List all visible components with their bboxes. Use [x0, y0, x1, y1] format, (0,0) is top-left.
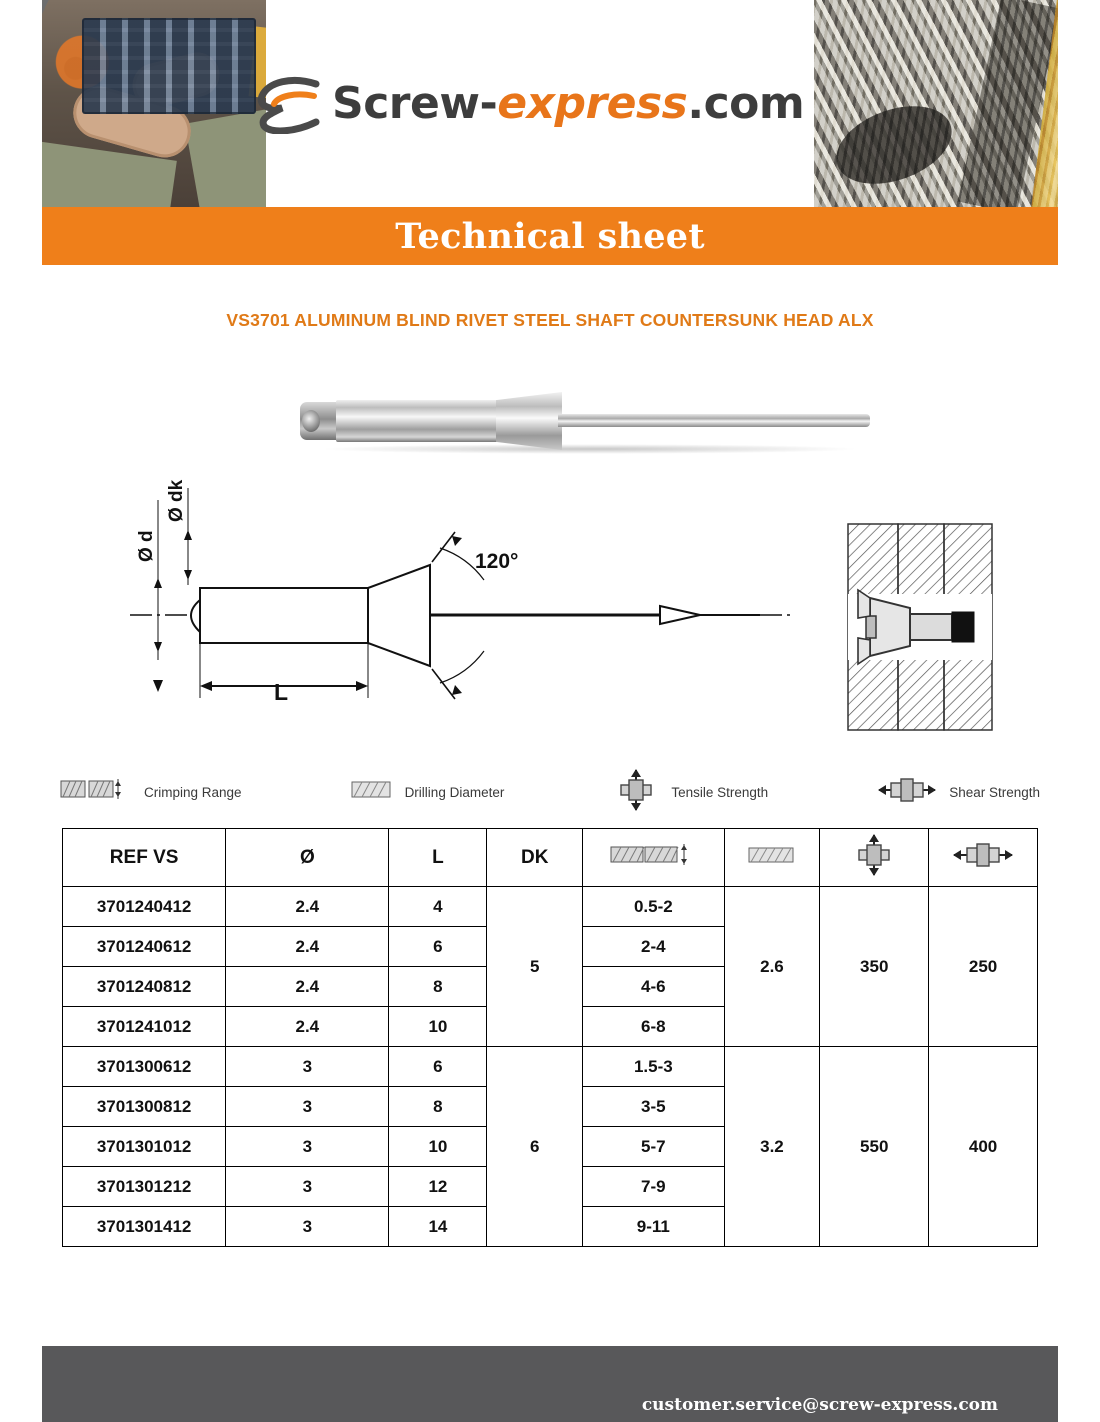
screws-photo: [814, 0, 1058, 207]
svg-text:Ø d: Ø d: [136, 530, 157, 562]
table-row: [63, 887, 1038, 927]
specification-table-wrapper: [62, 828, 1038, 1247]
cell-ref: 3701301412: [63, 1207, 226, 1247]
cell-crimping: 9-11: [583, 1207, 724, 1247]
cell-ref: 3701301012: [63, 1127, 226, 1167]
legend-label-crimping-range: Crimping Range: [144, 784, 242, 800]
cell-length: 8: [389, 967, 487, 1007]
legend-item-crimping-range: [60, 777, 242, 808]
cell-ref: 3701241012: [63, 1007, 226, 1047]
svg-text:L: L: [274, 679, 289, 705]
cell-crimping: 5-7: [583, 1127, 724, 1167]
cell-length: 12: [389, 1167, 487, 1207]
cell-length: 14: [389, 1207, 487, 1247]
header-tensile-strength: [820, 829, 929, 887]
cell-length: 6: [389, 1047, 487, 1087]
header-banner: [42, 0, 1058, 207]
cell-diameter: 2.4: [226, 967, 389, 1007]
cell-diameter: 3: [226, 1047, 389, 1087]
header-ref-vs: REF VS: [63, 829, 226, 887]
table-row: [63, 1047, 1038, 1087]
cell-ref: 3701300612: [63, 1047, 226, 1087]
legend-item-drilling-diameter: [351, 777, 505, 808]
rivet-technical-drawing: [60, 470, 880, 760]
page-margin-left: [0, 0, 42, 1422]
cell-ref: 3701240812: [63, 967, 226, 1007]
cell-diameter: 3: [226, 1167, 389, 1207]
product-title: VS3701 ALUMINUM BLIND RIVET STEEL SHAFT COUNTERSUNK HEAD ALX: [226, 310, 874, 330]
cell-diameter: 3: [226, 1087, 389, 1127]
cell-ref: 3701240612: [63, 927, 226, 967]
footer-contact-bar: [42, 1388, 1058, 1422]
cell-dk: 6: [487, 1047, 583, 1247]
svg-text:Ø dk: Ø dk: [166, 479, 187, 522]
workbench-photo: [42, 0, 266, 207]
footer-bar: [42, 1346, 1058, 1388]
table-body: [63, 887, 1038, 1247]
footer-email[interactable]: customer.service@screw-express.com: [641, 1395, 998, 1415]
legend-label-drilling-diameter: Drilling Diameter: [404, 784, 505, 800]
logo-text: [332, 78, 804, 129]
cell-crimping: 4-6: [583, 967, 724, 1007]
cell-diameter: 2.4: [226, 1007, 389, 1047]
legend-row: [60, 766, 1040, 818]
cell-shear: 250: [929, 887, 1038, 1047]
legend-label-shear-strength: Shear Strength: [949, 784, 1040, 800]
header-drilling-diameter: [724, 829, 820, 887]
tensile-strength-icon: [852, 861, 896, 882]
logo-text-screw: Screw-: [332, 78, 498, 129]
shear-strength-icon: [877, 775, 937, 810]
svg-text:120°: 120°: [475, 550, 519, 573]
technical-sheet-title-bar: [42, 207, 1058, 265]
cell-drilling: 2.6: [724, 887, 820, 1047]
cell-length: 10: [389, 1007, 487, 1047]
cell-drilling: 3.2: [724, 1047, 820, 1247]
specification-table: [62, 828, 1038, 1247]
cell-length: 6: [389, 927, 487, 967]
cell-length: 8: [389, 1087, 487, 1127]
shear-strength-icon: [952, 854, 1014, 875]
drilling-diameter-icon: [351, 777, 393, 808]
crimping-range-icon: [610, 852, 696, 873]
table-header-row: [63, 829, 1038, 887]
header-diameter: Ø: [226, 829, 389, 887]
legend-label-tensile-strength: Tensile Strength: [671, 784, 769, 800]
logo-text-domain: .com: [687, 78, 805, 129]
header-shear-strength: [929, 829, 1038, 887]
header-dk: DK: [487, 829, 583, 887]
header-crimping-range: [583, 829, 724, 887]
cell-diameter: 3: [226, 1127, 389, 1167]
logo-text-express: express: [497, 78, 688, 129]
cell-crimping: 2-4: [583, 927, 724, 967]
cell-diameter: 2.4: [226, 887, 389, 927]
crimping-range-icon: [60, 777, 132, 808]
technical-sheet-title: Technical sheet: [395, 215, 705, 257]
cell-diameter: 2.4: [226, 927, 389, 967]
installed-rivet-cross-section: [840, 520, 1000, 735]
site-logo: [256, 74, 804, 134]
cell-ref: 3701240412: [63, 887, 226, 927]
drilling-diameter-icon: [748, 851, 796, 872]
swoosh-logo-icon: [256, 74, 322, 134]
legend-item-tensile-strength: [613, 768, 768, 817]
cell-tensile: 350: [820, 887, 929, 1047]
cell-crimping: 1.5-3: [583, 1047, 724, 1087]
cell-shear: 400: [929, 1047, 1038, 1247]
page-margin-right: [1058, 0, 1100, 1422]
footer-divider: [42, 1338, 1058, 1346]
blind-rivet-product-photo: [300, 378, 880, 464]
cell-length: 4: [389, 887, 487, 927]
cell-diameter: 3: [226, 1207, 389, 1247]
cell-crimping: 7-9: [583, 1167, 724, 1207]
cell-ref: 3701301212: [63, 1167, 226, 1207]
legend-item-shear-strength: [877, 775, 1040, 810]
cell-tensile: 550: [820, 1047, 929, 1247]
cell-crimping: 0.5-2: [583, 887, 724, 927]
cell-crimping: 6-8: [583, 1007, 724, 1047]
cell-length: 10: [389, 1127, 487, 1167]
cell-crimping: 3-5: [583, 1087, 724, 1127]
cell-dk: 5: [487, 887, 583, 1047]
header-length: L: [389, 829, 487, 887]
cell-ref: 3701300812: [63, 1087, 226, 1127]
logo-area: [266, 0, 814, 207]
tensile-strength-icon: [613, 768, 659, 817]
